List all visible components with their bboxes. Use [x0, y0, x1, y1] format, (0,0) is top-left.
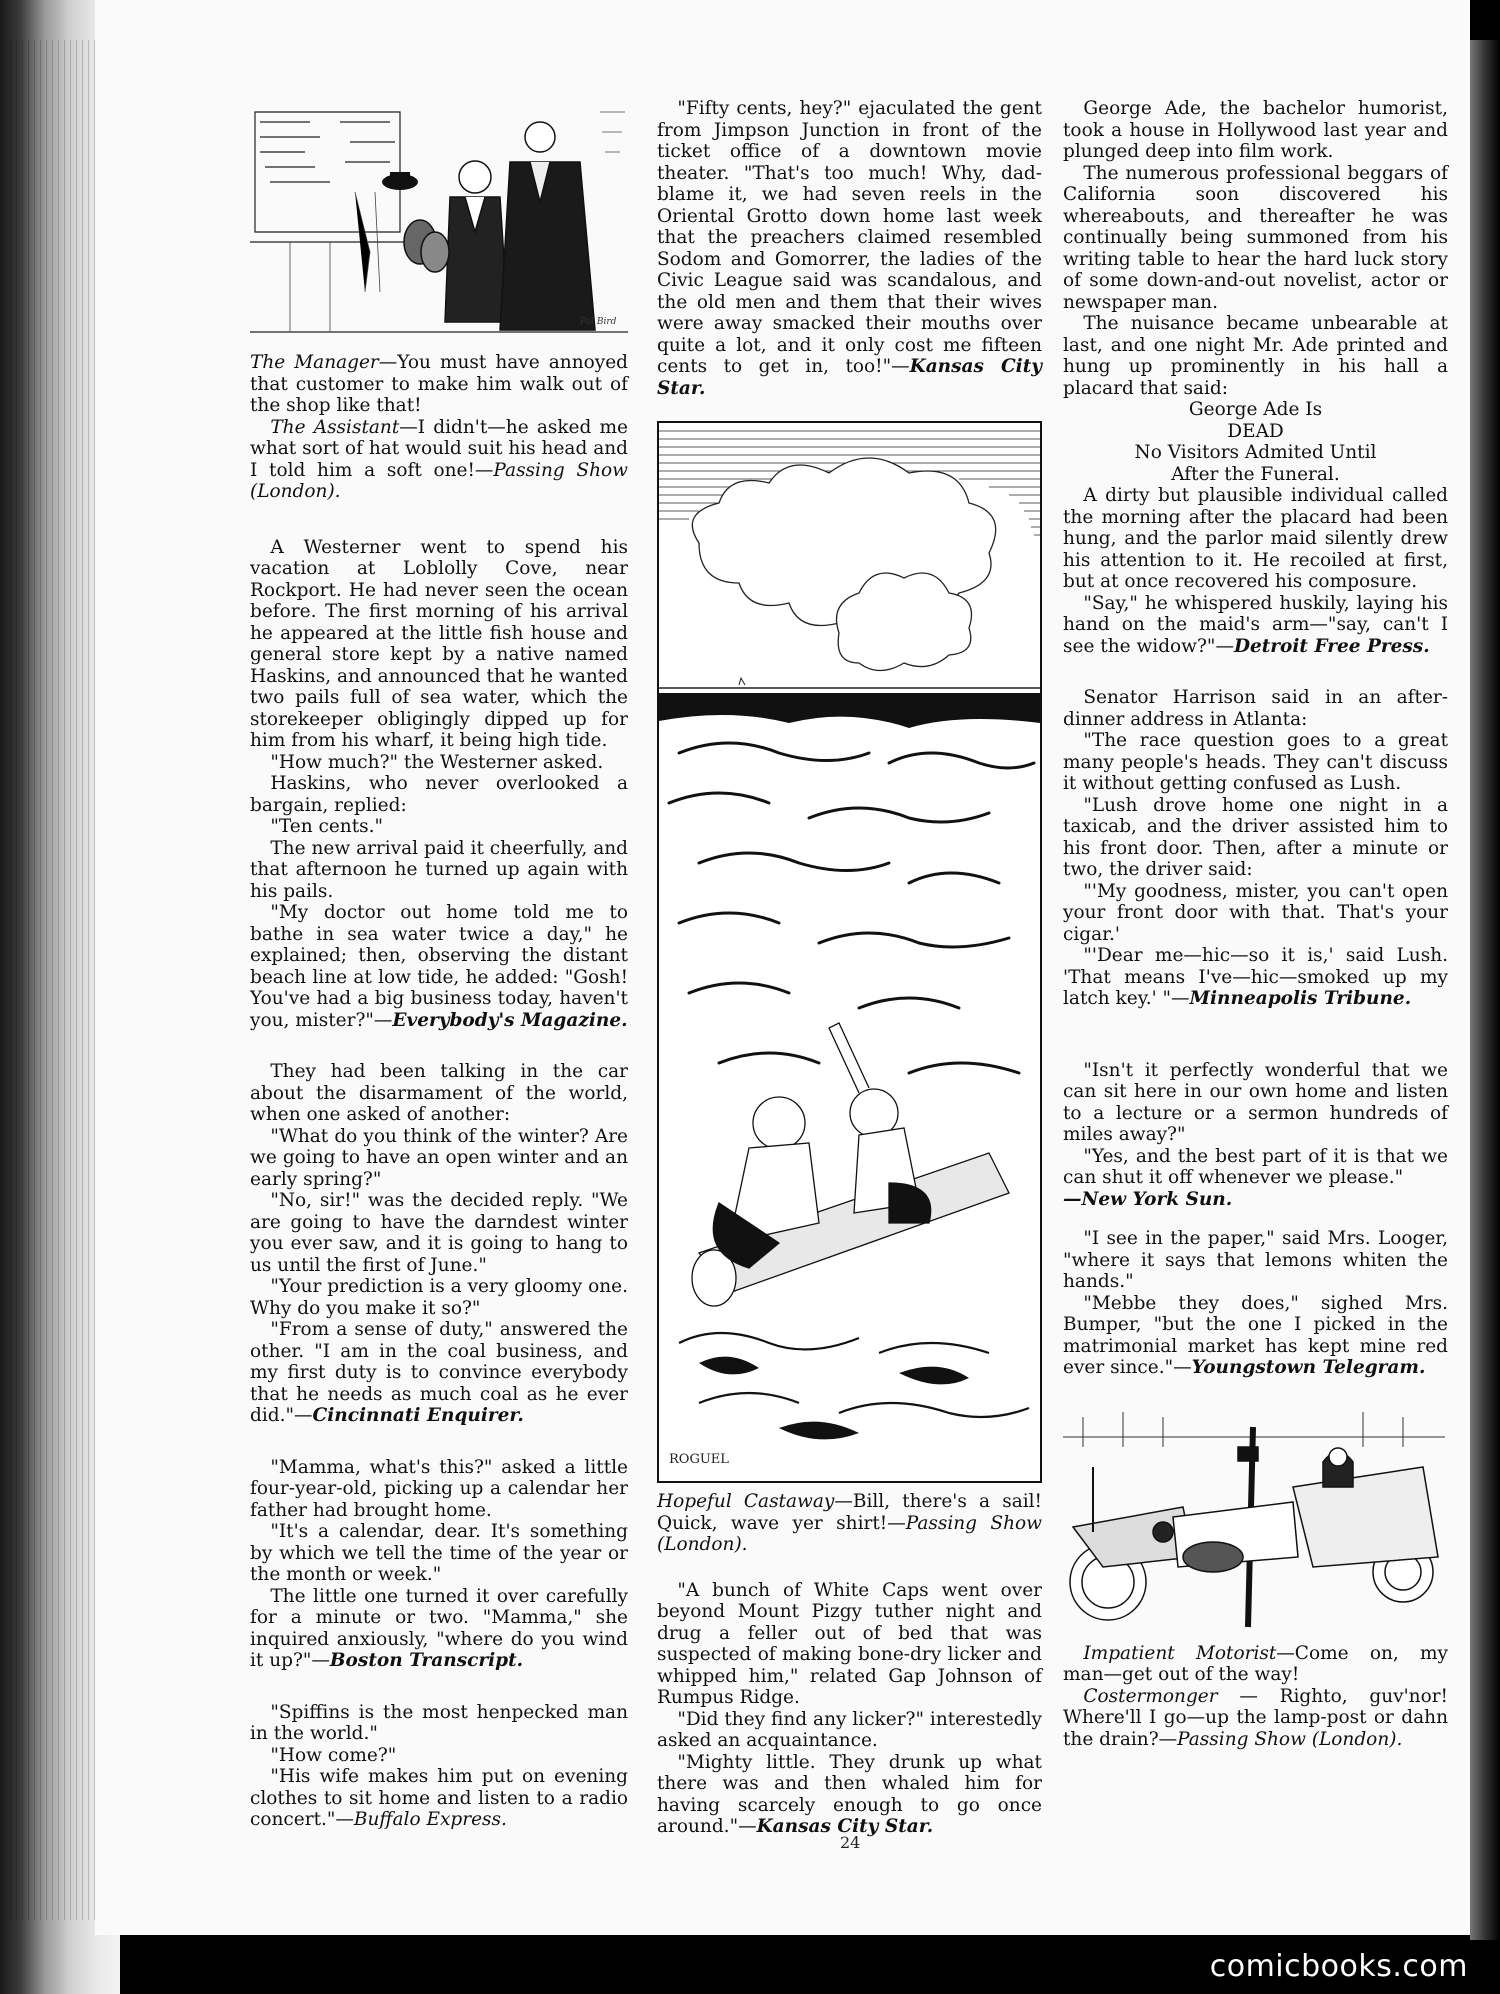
white-caps-last: "Mighty little. They drunk up what there was and then whaled him for having scarcely enough to go once around."—Kansas City Star.: [657, 1751, 1042, 1837]
cartoon2-caption: [657, 1491, 1042, 1556]
harrison-para: "'My goodness, mister, you can't open your front door with that. That's your cigar.': [1063, 880, 1448, 945]
page-right-edge: [1470, 40, 1500, 1940]
motorist-illustration: [1063, 1407, 1445, 1629]
cartoon-castaway: [657, 421, 1042, 1483]
cartoon1-speaker-manager: The Manager: [250, 352, 379, 373]
fifty-cents-para: "Fifty cents, hey?" ejaculated the gent from Jimpson Junction in front of the ticket office of a downtown movie theater. "That's too much! Why, dad-blame it, we had seven reels in the Oriental Grotto down home last week that the preachers claimed resembled Sodom and Gomorrer, the ladies of the Civic League said was scandalous, and the old men and them that their wives were away smacked their mouths over quite a lot, and it only cost me fifteen cents to get in, too!"—Kansas City Star.: [657, 98, 1042, 399]
cartoon1-caption-text2: —I didn't—he asked me what sort of hat would suit his head and I told him a soft one!—: [250, 416, 628, 481]
cartoon2-signature: ROGUEL: [669, 1452, 729, 1467]
page-number: 24: [840, 1833, 861, 1852]
placard-line: DEAD: [1227, 420, 1284, 442]
ade2-last: "Say," he whispered huskily, laying his hand on the maid's arm—"say, can't I see the widow?"—Detroit Free Press.: [1063, 592, 1448, 657]
spiffins-source: Buffalo Express.: [353, 1809, 507, 1830]
cartoon3-speaker-motorist: Impatient Motorist: [1083, 1642, 1277, 1664]
ade-para: The nuisance became unbearable at last, and one night Mr. Ade printed and hung up prominently in his hall a placard that said:: [1063, 313, 1448, 399]
fifty-cents-source: Kansas City Star.: [657, 356, 1042, 399]
lemons-last: "Mebbe they does," sighed Mrs. Bumper, "but the one I picked in the matrimonial market has kept mine red ever since."—Youngstown Telegram.: [1063, 1292, 1448, 1378]
placard-line: No Visitors Admited Until: [1134, 442, 1377, 463]
coal-source: Cincinnati Enquirer.: [312, 1405, 524, 1426]
calendar-source: Boston Transcript.: [329, 1650, 524, 1671]
cartoon3-caption-line1: [1063, 1643, 1448, 1686]
spiffins-para: "Spiffins is the most henpecked man in the world.": [250, 1701, 628, 1744]
westerner-para: The new arrival paid it cheerfully, and that afternoon he turned up again with his pails.: [250, 837, 628, 902]
ade-para: The numerous professional beggars of California soon discovered his whereabouts, and thereafter he was continually being summoned from his writing table to hear the hard luck story of some down-and-out novelist, actor or newspaper man.: [1063, 162, 1448, 313]
spiffins-last: "His wife makes him put on evening clothes to sit home and listen to a radio concert."—Buffalo Express.: [250, 1766, 628, 1830]
ade-source: Detroit Free Press.: [1233, 635, 1430, 657]
cartoon1-signature: Pol Bird: [580, 317, 617, 327]
cartoon1-speaker-assistant: The Assistant: [270, 416, 400, 438]
ade2-para: A dirty but plausible individual called the morning after the placard had been hung, and the parlor maid silently drew his attention to it. He recoiled at first, but at once recovered his composure.: [1063, 485, 1448, 592]
calendar-last: The little one turned it over carefully for a minute or two. "Mamma," she inquired anxiously, "where do you wind it up?"—Boston Transcript.: [250, 1585, 628, 1671]
harrison-source: Minneapolis Tribune.: [1189, 988, 1412, 1009]
calendar-para: "Mamma, what's this?" asked a little four-year-old, picking up a calendar her father had brought home.: [250, 1456, 628, 1521]
harrison-para: "The race question goes to a great many people's heads. They can't discuss it without getting confused as Lush.: [1063, 730, 1448, 794]
lemons-source: Youngstown Telegram.: [1191, 1357, 1426, 1378]
coal-last: "From a sense of duty," answered the other. "I am in the coal business, and my first duty is to convince everybody that he needs as much coal as he ever did."—Cincinnati Enquirer.: [250, 1319, 628, 1426]
westerner-last: "My doctor out home told me to bathe in sea water twice a day," he explained; then, observing the distant beach line at low tide, he added: "Gosh! You've had a big business today, haven't you, mister?"—Everybody's Magazine.: [250, 902, 628, 1031]
cartoon-motorist: [1063, 1407, 1445, 1629]
coal-para: "No, sir!" was the decided reply. "We are going to have the darndest winter you ever saw, and it is going to hang to us until the first of June.": [250, 1190, 628, 1276]
white-caps-para: "Did they find any licker?" interestedly asked an acquaintance.: [657, 1708, 1042, 1751]
radio-source: —New York Sun.: [1063, 1188, 1233, 1210]
placard-line: After the Funeral.: [1171, 463, 1340, 485]
cartoon1-caption-line1: [250, 352, 628, 417]
white-caps-source: Kansas City Star.: [756, 1816, 934, 1837]
hat-shop-illustration: [250, 92, 628, 342]
harrison-para: Senator Harrison said in an after-dinner address in Atlanta:: [1063, 687, 1448, 730]
westerner-para: A Westerner went to spend his vacation at Loblolly Cove, near Rockport. He had never seen the ocean before. The first morning of his arrival he appeared at the little fish house and general store kept by a native named Haskins, and announced that he wanted two pails full of sea water, which the storekeeper obligingly dipped up for him from his wharf, it being high tide.: [250, 536, 628, 751]
coal-para: "Your prediction is a very gloomy one. Why do you make it so?": [250, 1276, 628, 1319]
coal-para: "What do you think of the winter? Are we going to have an open winter and an early spring?": [250, 1125, 628, 1190]
cartoon1-caption-text1: —You must have annoyed that customer to make him walk out of the shop like that!: [250, 352, 628, 416]
cartoon3-source: Passing Show (London).: [1177, 1728, 1403, 1750]
coal-para: They had been talking in the car about the disarmament of the world, when one asked of another:: [250, 1061, 628, 1125]
westerner-source: Everybody's Magazine.: [392, 1009, 628, 1031]
ade-para: George Ade, the bachelor humorist, took a house in Hollywood last year and plunged deep into film work.: [1063, 98, 1448, 162]
cartoon3-caption-text1: —Come on, my man—get out of the way!: [1063, 1642, 1448, 1685]
cartoon3-caption-text2: — Righto, guv'nor! Where'll I go—up the lamp-post or dahn the drain?—: [1063, 1685, 1448, 1750]
white-caps-para: "A bunch of White Caps went over beyond Mount Pizgy tuther night and drug a feller out of bed that was suspected of making bone-dry licker and whipped him," related Gap Johnson of Rumpus Ridge.: [657, 1579, 1042, 1708]
watermark: comicbooks.com: [1209, 1949, 1468, 1984]
harrison-para: "Lush drove home one night in a taxicab, and the driver assisted him to his front door. Then, after a minute or two, the driver said:: [1063, 794, 1448, 880]
westerner-para: "Ten cents.": [270, 816, 384, 837]
cartoon1-source: Passing Show (London).: [250, 459, 628, 502]
westerner-para: "How much?" the Westerner asked.: [270, 751, 604, 773]
spiffins-para: "How come?": [270, 1744, 397, 1766]
cartoon-hat-shop: [250, 92, 628, 342]
column-3: [1063, 98, 1448, 1750]
placard-line: George Ade Is: [1188, 399, 1323, 420]
column-2: [657, 98, 1042, 1838]
cartoon3-caption-line2: [1063, 1686, 1448, 1751]
cartoon2-speaker: Hopeful Castaway: [657, 1491, 835, 1512]
castaway-illustration: [659, 423, 1040, 1481]
cartoon1-caption-line2: [250, 417, 628, 503]
cartoon2-caption-text: —Bill, there's a sail! Quick, wave yer shirt!—: [657, 1491, 1042, 1534]
radio-para: "Isn't it perfectly wonderful that we can sit here in our own home and listen to a lecture or a sermon hundreds of miles away?": [1063, 1059, 1448, 1145]
cartoon2-source: Passing Show (London).: [657, 1512, 1042, 1555]
westerner-para: Haskins, who never overlooked a bargain, replied:: [250, 773, 628, 816]
harrison-last: "'Dear me—hic—so it is,' said Lush. 'That means I've—hic—smoked up my latch key.' "—Minneapolis Tribune.: [1063, 945, 1448, 1009]
cartoon3-speaker-costermonger: Costermonger: [1083, 1685, 1218, 1707]
column-1: [250, 92, 628, 1831]
calendar-para: "It's a calendar, dear. It's something by which we tell the time of the year or the month or week.": [250, 1521, 628, 1585]
lemons-para: "I see in the paper," said Mrs. Looger, "where it says that lemons whiten the hands.": [1063, 1228, 1448, 1292]
radio-para: "Yes, and the best part of it is that we can shut it off whenever we please.": [1063, 1145, 1448, 1188]
